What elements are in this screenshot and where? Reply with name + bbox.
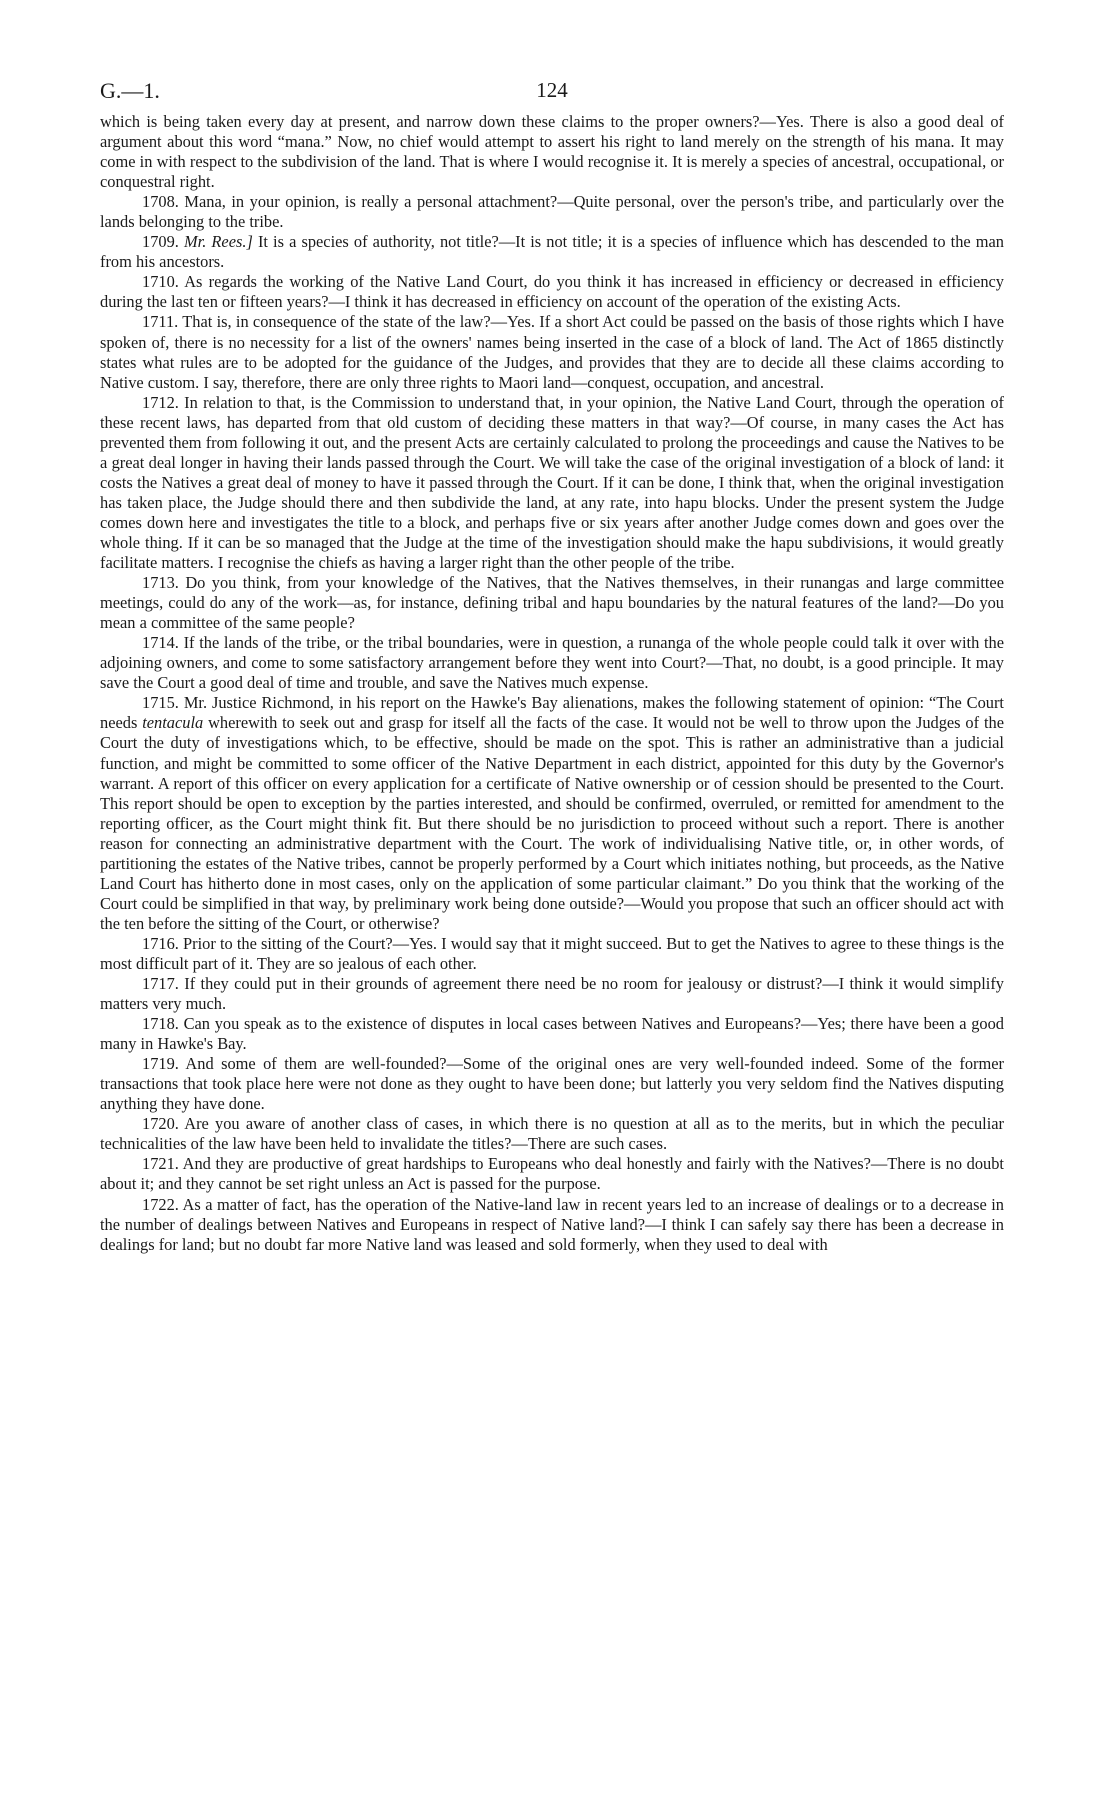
- paragraph-1712: 1712. In relation to that, is the Commission to understand that, in your opinion, the Native Land Court, through the operation of these recent laws, has departed from that old custom of deciding these matters in that way?—Of course, in many cases the Act has prevented them from following it out, and the present Acts are certainly calculated to prolong the proceedings and cause the Natives to be a great deal longer in having their lands passed through the Court. We will take the case of the original investigation of a block of land: it costs the Natives a great deal of money to have it passed through the Court. If it can be done, I think that, when the original investigation has taken place, the Judge should there and then subdivide the land, at any rate, into hapu blocks. Under the present system the Judge comes down here and investigates the title to a block, and perhaps five or six years after another Judge comes down and goes over the whole thing. If it can be so managed that the Judge at the time of the investigation should make the hapu subdivisions, it would greatly facilitate matters. I recognise the chiefs as having a larger right than the other people of the tribe.: [100, 392, 1004, 573]
- paragraph-1717: 1717. If they could put in their grounds of agreement there need be no room for jealousy or distrust?—I think it would simplify matters very much.: [100, 974, 1004, 1014]
- paragraph-1718: 1718. Can you speak as to the existence of disputes in local cases between Natives and Europeans?—Yes; there have been a good many in Hawke's Bay.: [100, 1014, 1004, 1054]
- paragraph-1722: 1722. As a matter of fact, has the operation of the Native-land law in recent years led to an increase of dealings or to a decrease in the number of dealings between Natives and Europeans in respect of Native land?—I think I can safely say there has been a decrease in dealings for land; but no doubt far more Native land was leased and sold formerly, when they used to deal with: [100, 1194, 1004, 1254]
- paragraph-1710: 1710. As regards the working of the Native Land Court, do you think it has increased in efficiency or decreased in efficiency during the last ten or fifteen years?—I think it has decreased in efficiency on account of the operation of the existing Acts.: [100, 272, 1004, 312]
- paragraph-1708: 1708. Mana, in your opinion, is really a personal attachment?—Quite personal, over the person's tribe, and particularly over the lands belonging to the tribe.: [100, 192, 1004, 232]
- paragraph-1709: 1709. Mr. Rees.] It is a species of authority, not title?—It is not title; it is a species of influence which has descended to the man from his ancestors.: [100, 232, 1004, 272]
- paragraph-1715: 1715. Mr. Justice Richmond, in his report on the Hawke's Bay alienations, makes the following statement of opinion: “The Court needs tentacula wherewith to seek out and grasp for itself all the facts of the case. It would not be well to throw upon the Judges of the Court the duty of investigations which, to be effective, should be made on the spot. This is rather an administrative than a judicial function, and might be committed to some officer of the Native Department in each district, appointed for this duty by the Governor's warrant. A report of this officer on every application for a certificate of Native ownership or of cession should be presented to the Court. This report should be open to exception by the parties interested, and should be confirmed, overruled, or remitted for amendment to the reporting officer, as the Court might think fit. But there should be no jurisdiction to proceed without such a report. There is another reason for connecting an administrative department with the Court. The work of individualising Native title, or, in other words, of partitioning the estates of the Native tribes, cannot be properly performed by a Court which initiates nothing, but proceeds, as the Native Land Court has hitherto done in most cases, only on the application of some particular claimant.” Do you think that the working of the Court could be simplified in that way, by preliminary work being done outside?—Would you propose that such an officer should act with the ten before the sitting of the Court, or otherwise?: [100, 693, 1004, 933]
- document-body: [100, 112, 1004, 1255]
- document-page: [100, 78, 1004, 1255]
- page-number: 124: [536, 78, 568, 102]
- paragraph-1716: 1716. Prior to the sitting of the Court?—Yes. I would say that it might succeed. But to get the Natives to agree to these things is the most difficult part of it. They are so jealous of each other.: [100, 933, 1004, 973]
- page-header: [100, 78, 1004, 112]
- document-reference: G.—1.: [100, 78, 160, 103]
- speaker-label: Mr. Rees.]: [184, 232, 253, 252]
- paragraph-1714: 1714. If the lands of the tribe, or the tribal boundaries, were in question, a runanga of the whole people could talk it over with the adjoining owners, and come to some satisfactory arrangement before they went into Court?—That, no doubt, is a good principle. It may save the Court a good deal of time and trouble, and save the Natives much expense.: [100, 633, 1004, 693]
- italic-term: tentacula: [142, 713, 204, 733]
- paragraph-1720: 1720. Are you aware of another class of cases, in which there is no question at all as to the merits, but in which the peculiar technicalities of the law have been held to invalidate the titles?—There are such cases.: [100, 1114, 1004, 1154]
- paragraph-1719: 1719. And some of them are well-founded?—Some of the original ones are very well-founded indeed. Some of the former transactions that took place here were not done as they ought to have been done; but latterly you very seldom find the Natives disputing anything they have done.: [100, 1054, 1004, 1114]
- paragraph-continued: which is being taken every day at present, and narrow down these claims to the proper owners?—Yes. There is also a good deal of argument about this word “mana.” Now, no chief would attempt to assert his right to land merely on the strength of his mana. It may come in with respect to the subdivision of the land. That is where I would recognise it. It is merely a species of ancestral, occupational, or conquestral right.: [100, 112, 1004, 192]
- paragraph-1713: 1713. Do you think, from your knowledge of the Natives, that the Natives themselves, in their runangas and large committee meetings, could do any of the work—as, for instance, defining tribal and hapu boundaries by the natural features of the land?—Do you mean a committee of the same people?: [100, 573, 1004, 633]
- paragraph-1711: 1711. That is, in consequence of the state of the law?—Yes. If a short Act could be passed on the basis of those rights which I have spoken of, there is no necessity for a list of the owners' names being inserted in the case of a block of land. The Act of 1865 distinctly states what rules are to be adopted for the guidance of the Judges, and provides that they are to decide all these claims according to Native custom. I say, therefore, there are only three rights to Maori land—conquest, occupation, and ancestral.: [100, 312, 1004, 392]
- paragraph-1721: 1721. And they are productive of great hardships to Europeans who deal honestly and fairly with the Natives?—There is no doubt about it; and they cannot be set right unless an Act is passed for the purpose.: [100, 1154, 1004, 1194]
